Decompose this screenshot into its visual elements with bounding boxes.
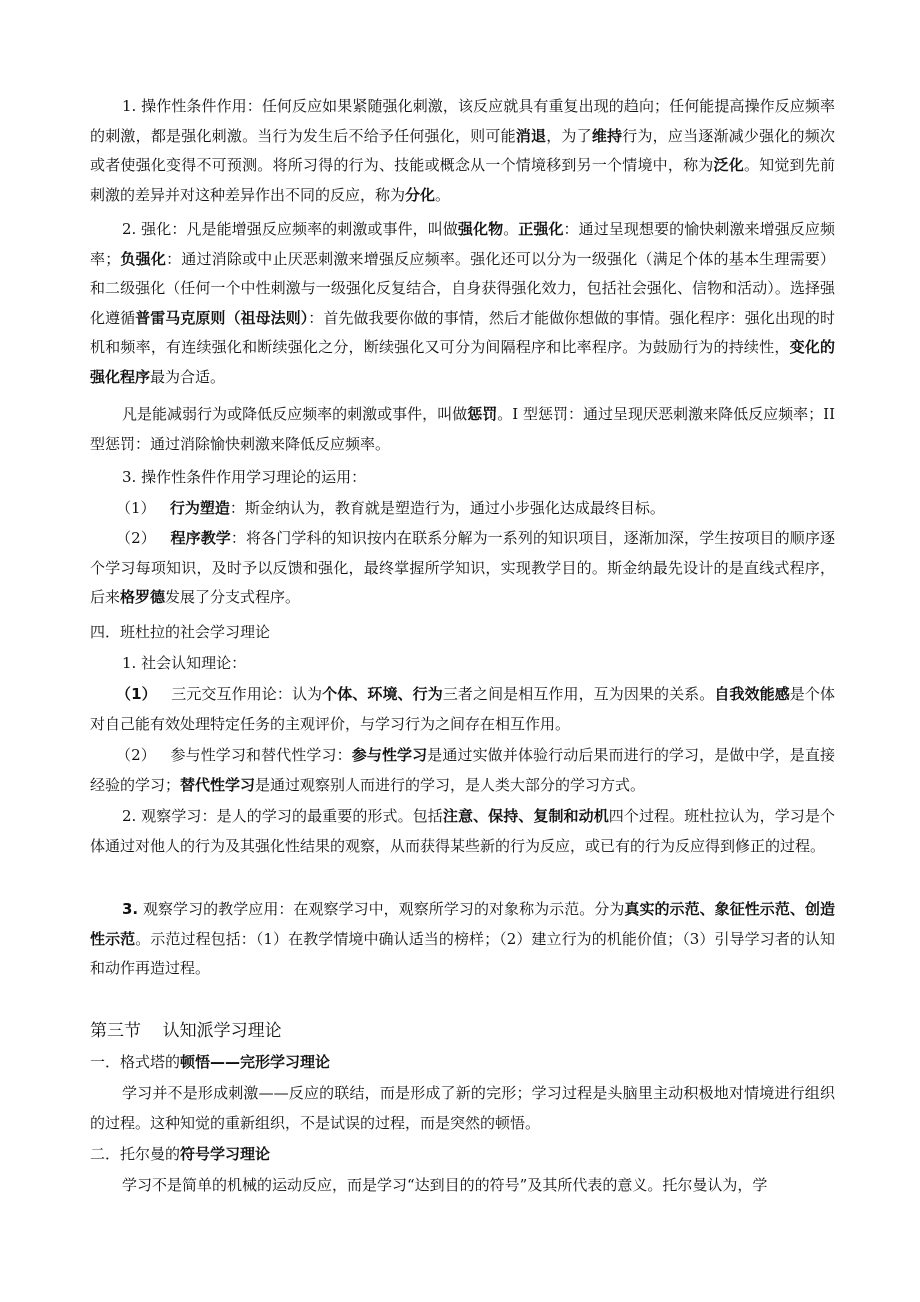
paragraph-programmed-instruction: （2） 程序教学：将各门学科的知识按内在联系分解为一系列的知识项目，逐渐加深，学生按项目的顺序逐个学习每项知识，及时予以反馈和强化，最终掌握所学知识，实现教学目的。斯金纳最先设计的是直线式程序，后来格罗德发展了分支式程序。: [90, 529, 835, 606]
paragraph-social-cognitive-theory: 1. 社会认知理论：: [122, 654, 247, 672]
paragraph-triadic-reciprocal: （1） 三元交互作用论：认为个体、环境、行为三者之间是相互作用，互为因果的关系。自我效能感是个体对自己能有效处理特定任务的主观评价，与学习行为之间存在相互作用。: [90, 685, 835, 733]
paragraph-participatory-vicarious: （2） 参与性学习和替代性学习：参与性学习是通过实做并体验行动后果而进行的学习，是做中学，是直接经验的学习；替代性学习是通过观察别人而进行的学习，是人类大部分的学习方式。: [90, 746, 835, 794]
chapter-section-title: 第三节 认知派学习理论: [90, 1021, 282, 1041]
paragraph-punishment: 凡是能减弱行为或降低反应频率的刺激或事件，叫做惩罚。I 型惩罚：通过呈现厌恶刺激来降低反应频率；II 型惩罚：通过消除愉快刺激来降低反应频率。: [90, 405, 835, 453]
paragraph-reinforcement: 2. 强化：凡是能增强反应频率的刺激或事件，叫做强化物。正强化：通过呈现想要的愉快刺激来增强反应频率；负强化：通过消除或中止厌恶刺激来增强反应频率。强化还可以分为一级强化（满足个体的基本生理需要）和二级强化（任何一个中性刺激与一级强化反复结合，自身获得强化效力，包括社会强化、信物和活动）。选择强化遵循普雷马克原则（祖母法则）：首先做我要你做的事情，然后才能做你想做的事情。强化程序：强化出现的时机和频率，有连续强化和断续强化之分，断续强化又可分为间隔程序和比率程序。为鼓励行为的持续性，变化的强化程序最为合适。: [90, 220, 835, 386]
paragraph-observational-learning: 2. 观察学习：是人的学习的最重要的形式。包括注意、保持、复制和动机四个过程。班杜拉认为，学习是个体通过对他人的行为及其强化性结果的观察，从而获得某些新的行为反应，或已有的行为反应得到修正的过程。: [90, 807, 835, 855]
paragraph-behavior-shaping: （1） 行为塑造：斯金纳认为，教育就是塑造行为，通过小步强化达成最终目标。: [116, 499, 665, 517]
paragraph-tolman: 学习不是简单的机械的运动反应，而是学习“达到目的的符号”及其所代表的意义。托尔曼认为，学: [122, 1176, 768, 1194]
paragraph-application-heading: 3. 操作性条件作用学习理论的运用：: [122, 468, 367, 486]
paragraph-operant-conditioning: 1. 操作性条件作用：任何反应如果紧随强化刺激，该反应就具有重复出现的趋向；任何能提高操作反应频率的刺激，都是强化刺激。当行为发生后不给予任何强化，则可能消退，为了维持行为，应当逐渐减少强化的频次或者使强化变得不可预测。将所习得的行为、技能或概念从一个情境移到另一个情境中，称为泛化。知觉到先前刺激的差异并对这种差异作出不同的反应，称为分化。: [90, 97, 835, 204]
paragraph-gestalt: 学习并不是形成刺激——反应的联结，而是形成了新的完形；学习过程是头脑里主动积极地对情境进行组织的过程。这种知觉的重新组织，不是试误的过程，而是突然的顿悟。: [90, 1084, 835, 1132]
section-heading-bandura: 四．班杜拉的社会学习理论: [90, 623, 271, 641]
paragraph-observational-application: 3. 观察学习的教学应用：在观察学习中，观察所学习的对象称为示范。分为真实的示范、象征性示范、创造性示范。示范过程包括：（1）在教学情境中确认适当的榜样；（2）建立行为的机能价值；（3）引导学习者的认知和动作再造过程。: [90, 900, 835, 977]
section-heading-gestalt: 一．格式塔的顿悟——完形学习理论: [90, 1053, 331, 1071]
section-heading-tolman: 二．托尔曼的符号学习理论: [90, 1145, 271, 1163]
